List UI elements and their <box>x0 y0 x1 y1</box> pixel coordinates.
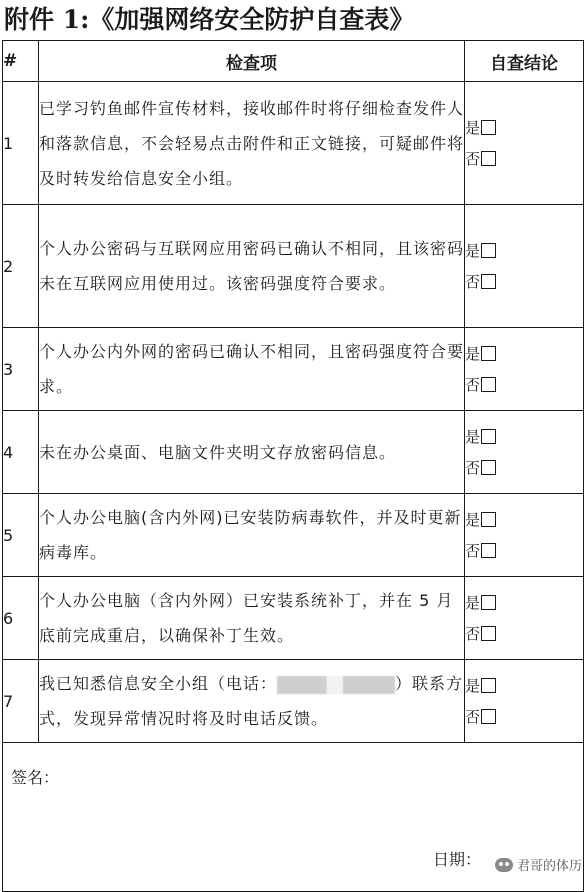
no-label: 否 <box>465 458 481 477</box>
date-label: 日期： <box>433 850 482 869</box>
table-row <box>3 205 584 328</box>
yes-option[interactable] <box>465 509 583 531</box>
no-option[interactable] <box>465 623 583 645</box>
no-checkbox[interactable] <box>481 377 496 392</box>
no-label: 否 <box>465 541 481 560</box>
yes-checkbox[interactable] <box>481 243 496 258</box>
row-result <box>465 205 584 328</box>
no-label: 否 <box>465 149 481 168</box>
row-result <box>465 411 584 494</box>
header-item: 检查项 <box>39 41 465 82</box>
yes-label: 是 <box>465 344 481 363</box>
yes-option[interactable] <box>465 426 583 448</box>
row-check-item <box>39 660 465 743</box>
self-check-table <box>2 40 584 892</box>
row-check-item: 个人办公电脑(含内外网)已安装防病毒软件，并及时更新病毒库。 <box>39 494 465 577</box>
header-result: 自查结论 <box>465 41 584 82</box>
row-check-item: 已学习钓鱼邮件宣传材料，接收邮件时将仔细检查发件人和落款信息，不会轻易点击附件和正文链接，可疑邮件将及时转发给信息安全小组。 <box>39 82 465 205</box>
row-result <box>465 494 584 577</box>
row-result <box>465 328 584 411</box>
row-number: 4 <box>3 411 39 494</box>
watermark <box>495 855 582 874</box>
header-num: # <box>3 41 39 82</box>
row-result <box>465 577 584 660</box>
row-number: 6 <box>3 577 39 660</box>
yes-option[interactable] <box>465 240 583 262</box>
no-option[interactable] <box>465 540 583 562</box>
yes-checkbox[interactable] <box>481 346 496 361</box>
yes-label: 是 <box>465 427 481 446</box>
no-label: 否 <box>465 624 481 643</box>
row-number: 7 <box>3 660 39 743</box>
yes-checkbox[interactable] <box>481 595 496 610</box>
signature-label: 签名： <box>11 768 60 787</box>
watermark-text: 君哥的体历 <box>516 859 582 874</box>
no-option[interactable] <box>465 457 583 479</box>
yes-checkbox[interactable] <box>481 512 496 527</box>
no-option[interactable] <box>465 148 583 170</box>
no-option[interactable] <box>465 374 583 396</box>
yes-option[interactable] <box>465 343 583 365</box>
page-title: 附件 1:《加强网络安全防护自查表》 <box>4 5 415 34</box>
yes-checkbox[interactable] <box>481 120 496 135</box>
row-check-item: 个人办公密码与互联网应用密码已确认不相同，且该密码未在互联网应用使用过。该密码强度符合要求。 <box>39 205 465 328</box>
wechat-icon <box>495 858 513 872</box>
table-row <box>3 328 584 411</box>
row-result <box>465 660 584 743</box>
no-option[interactable] <box>465 271 583 293</box>
no-option[interactable] <box>465 706 583 728</box>
yes-label: 是 <box>465 593 481 612</box>
no-checkbox[interactable] <box>481 460 496 475</box>
row-check-item: 个人办公电脑（含内外网）已安装系统补丁，并在 5 月底前完成重启，以确保补丁生效。 <box>39 577 465 660</box>
yes-option[interactable] <box>465 117 583 139</box>
no-checkbox[interactable] <box>481 274 496 289</box>
row-number: 1 <box>3 82 39 205</box>
yes-label: 是 <box>465 510 481 529</box>
no-label: 否 <box>465 272 481 291</box>
no-label: 否 <box>465 375 481 394</box>
table-row <box>3 577 584 660</box>
no-checkbox[interactable] <box>481 543 496 558</box>
yes-checkbox[interactable] <box>481 429 496 444</box>
contact-text-end: ）联系方式，发现异常情况时将及时电话反馈。 <box>39 674 464 728</box>
yes-checkbox[interactable] <box>481 678 496 693</box>
row-check-item: 个人办公内外网的密码已确认不相同，且密码强度符合要求。 <box>39 328 465 411</box>
header-row <box>3 41 584 82</box>
row-number: 3 <box>3 328 39 411</box>
contact-text-start: 我已知悉信息安全小组（电话： <box>39 674 278 693</box>
row-result <box>465 82 584 205</box>
row-check-item: 未在办公桌面、电脑文件夹明文存放密码信息。 <box>39 411 465 494</box>
table-row <box>3 660 584 743</box>
no-checkbox[interactable] <box>481 626 496 641</box>
row-number: 5 <box>3 494 39 577</box>
redacted-phone <box>277 676 395 694</box>
table-row <box>3 494 584 577</box>
no-checkbox[interactable] <box>481 151 496 166</box>
yes-option[interactable] <box>465 675 583 697</box>
yes-option[interactable] <box>465 592 583 614</box>
yes-label: 是 <box>465 241 481 260</box>
yes-label: 是 <box>465 676 481 695</box>
no-label: 否 <box>465 707 481 726</box>
no-checkbox[interactable] <box>481 709 496 724</box>
row-number: 2 <box>3 205 39 328</box>
yes-label: 是 <box>465 118 481 137</box>
table-row <box>3 411 584 494</box>
table-row <box>3 82 584 205</box>
